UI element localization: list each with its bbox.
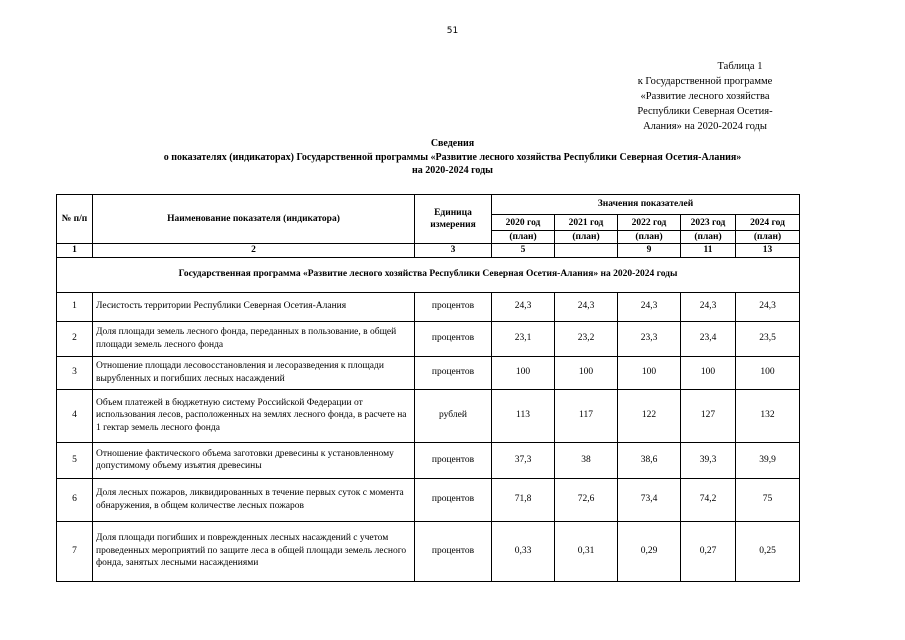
appendix-line: Алания» на 2020-2024 годы xyxy=(643,121,767,132)
header-year: 2024 год xyxy=(736,215,800,231)
indicator-value: 23,2 xyxy=(555,321,618,356)
row-number: 5 xyxy=(57,442,93,478)
indicator-name: Доля площади погибших и поврежденных лесных насаждений с учетом проведенных мероприятий по защите леса в общей площади земель лесного фонда, занятых лесными насаждениями xyxy=(93,521,415,581)
header-values: Значения показателей xyxy=(492,195,800,215)
table-row xyxy=(57,521,800,581)
table-row xyxy=(57,389,800,442)
table-row xyxy=(57,321,800,356)
row-number: 3 xyxy=(57,356,93,389)
indicator-name: Лесистость территории Республики Северная Осетия-Алания xyxy=(93,292,415,321)
indicator-value: 74,2 xyxy=(681,478,736,521)
column-number: 9 xyxy=(618,244,681,258)
header-year: 2021 год xyxy=(555,215,618,231)
appendix-line: Таблица 1 xyxy=(717,61,763,72)
column-number: 3 xyxy=(415,244,492,258)
indicator-value: 117 xyxy=(555,389,618,442)
appendix-line: «Развитие лесного хозяйства xyxy=(640,91,770,102)
header-plan: (план) xyxy=(618,230,681,244)
header-year: 2022 год xyxy=(618,215,681,231)
indicator-value: 39,9 xyxy=(736,442,800,478)
indicator-value: 100 xyxy=(736,356,800,389)
column-number: 5 xyxy=(492,244,555,258)
indicator-value: 113 xyxy=(492,389,555,442)
header-num: № п/п xyxy=(57,195,93,244)
row-number: 7 xyxy=(57,521,93,581)
appendix-line: Республики Северная Осетия- xyxy=(637,106,773,117)
indicator-value: 37,3 xyxy=(492,442,555,478)
indicator-value: 100 xyxy=(492,356,555,389)
indicator-value: 23,3 xyxy=(618,321,681,356)
row-number: 2 xyxy=(57,321,93,356)
indicator-value: 23,1 xyxy=(492,321,555,356)
indicator-name: Отношение площади лесовосстановления и лесоразведения к площади вырубленных и погибших лесных насаждений xyxy=(93,356,415,389)
indicator-unit: процентов xyxy=(415,442,492,478)
appendix-line: к Государственной программе xyxy=(637,76,773,87)
heading-subtitle: о показателях (индикаторах) Государственной программы «Развитие лесного хозяйства Республики Северная Осетия-Алания» xyxy=(163,151,742,163)
header-plan: (план) xyxy=(555,230,618,244)
indicator-value: 75 xyxy=(736,478,800,521)
heading-period: на 2020-2024 годы xyxy=(412,165,493,176)
indicator-unit: процентов xyxy=(415,292,492,321)
table-appendix-note xyxy=(590,59,820,134)
indicator-unit: процентов xyxy=(415,356,492,389)
indicator-value: 71,8 xyxy=(492,478,555,521)
document-heading xyxy=(0,137,905,178)
indicator-value: 24,3 xyxy=(555,292,618,321)
indicator-value: 0,27 xyxy=(681,521,736,581)
column-number: 13 xyxy=(736,244,800,258)
header-plan: (план) xyxy=(681,230,736,244)
indicator-name: Объем платежей в бюджетную систему Российской Федерации от использования лесов, расположенных на землях лесного фонда, в расчете на 1 гектар земель лесного фонда xyxy=(93,389,415,442)
indicator-value: 100 xyxy=(681,356,736,389)
indicator-value: 24,3 xyxy=(681,292,736,321)
indicator-value: 24,3 xyxy=(492,292,555,321)
indicator-unit: процентов xyxy=(415,521,492,581)
header-plan: (план) xyxy=(736,230,800,244)
indicator-value: 24,3 xyxy=(618,292,681,321)
section-title: Государственная программа «Развитие лесного хозяйства Республики Северная Осетия-Алания» на 2020-2024 годы xyxy=(57,257,800,292)
indicator-value: 0,29 xyxy=(618,521,681,581)
table-row xyxy=(57,292,800,321)
header-name: Наименование показателя (индикатора) xyxy=(93,195,415,244)
indicator-value: 0,31 xyxy=(555,521,618,581)
indicator-name: Отношение фактического объема заготовки древесины к установленному допустимому объему изъятия древесины xyxy=(93,442,415,478)
indicator-name: Доля лесных пожаров, ликвидированных в течение первых суток с момента обнаружения, в общем количестве лесных пожаров xyxy=(93,478,415,521)
indicator-value: 72,6 xyxy=(555,478,618,521)
table-row xyxy=(57,478,800,521)
indicator-value: 38 xyxy=(555,442,618,478)
table-row xyxy=(57,356,800,389)
indicator-unit: процентов xyxy=(415,321,492,356)
indicator-value: 122 xyxy=(618,389,681,442)
header-plan: (план) xyxy=(492,230,555,244)
indicator-value: 132 xyxy=(736,389,800,442)
indicator-value: 38,6 xyxy=(618,442,681,478)
header-unit: Единица измерения xyxy=(415,195,492,244)
indicator-unit: процентов xyxy=(415,478,492,521)
indicator-value: 0,33 xyxy=(492,521,555,581)
row-number: 4 xyxy=(57,389,93,442)
header-year: 2023 год xyxy=(681,215,736,231)
heading-title: Сведения xyxy=(430,138,475,149)
column-number: 11 xyxy=(681,244,736,258)
indicator-value: 24,3 xyxy=(736,292,800,321)
column-number: 2 xyxy=(93,244,415,258)
column-number: 1 xyxy=(57,244,93,258)
indicators-table xyxy=(56,194,800,582)
indicator-value: 100 xyxy=(555,356,618,389)
indicator-value: 23,5 xyxy=(736,321,800,356)
indicator-name: Доля площади земель лесного фонда, переданных в пользование, в общей площади земель лесного фонда xyxy=(93,321,415,356)
row-number: 1 xyxy=(57,292,93,321)
indicator-value: 23,4 xyxy=(681,321,736,356)
indicator-value: 0,25 xyxy=(736,521,800,581)
indicator-value: 39,3 xyxy=(681,442,736,478)
indicator-value: 73,4 xyxy=(618,478,681,521)
indicator-value: 100 xyxy=(618,356,681,389)
indicator-value: 127 xyxy=(681,389,736,442)
page-number: 51 xyxy=(446,26,459,36)
indicator-unit: рублей xyxy=(415,389,492,442)
header-year: 2020 год xyxy=(492,215,555,231)
row-number: 6 xyxy=(57,478,93,521)
column-number xyxy=(555,244,618,258)
table-row xyxy=(57,442,800,478)
